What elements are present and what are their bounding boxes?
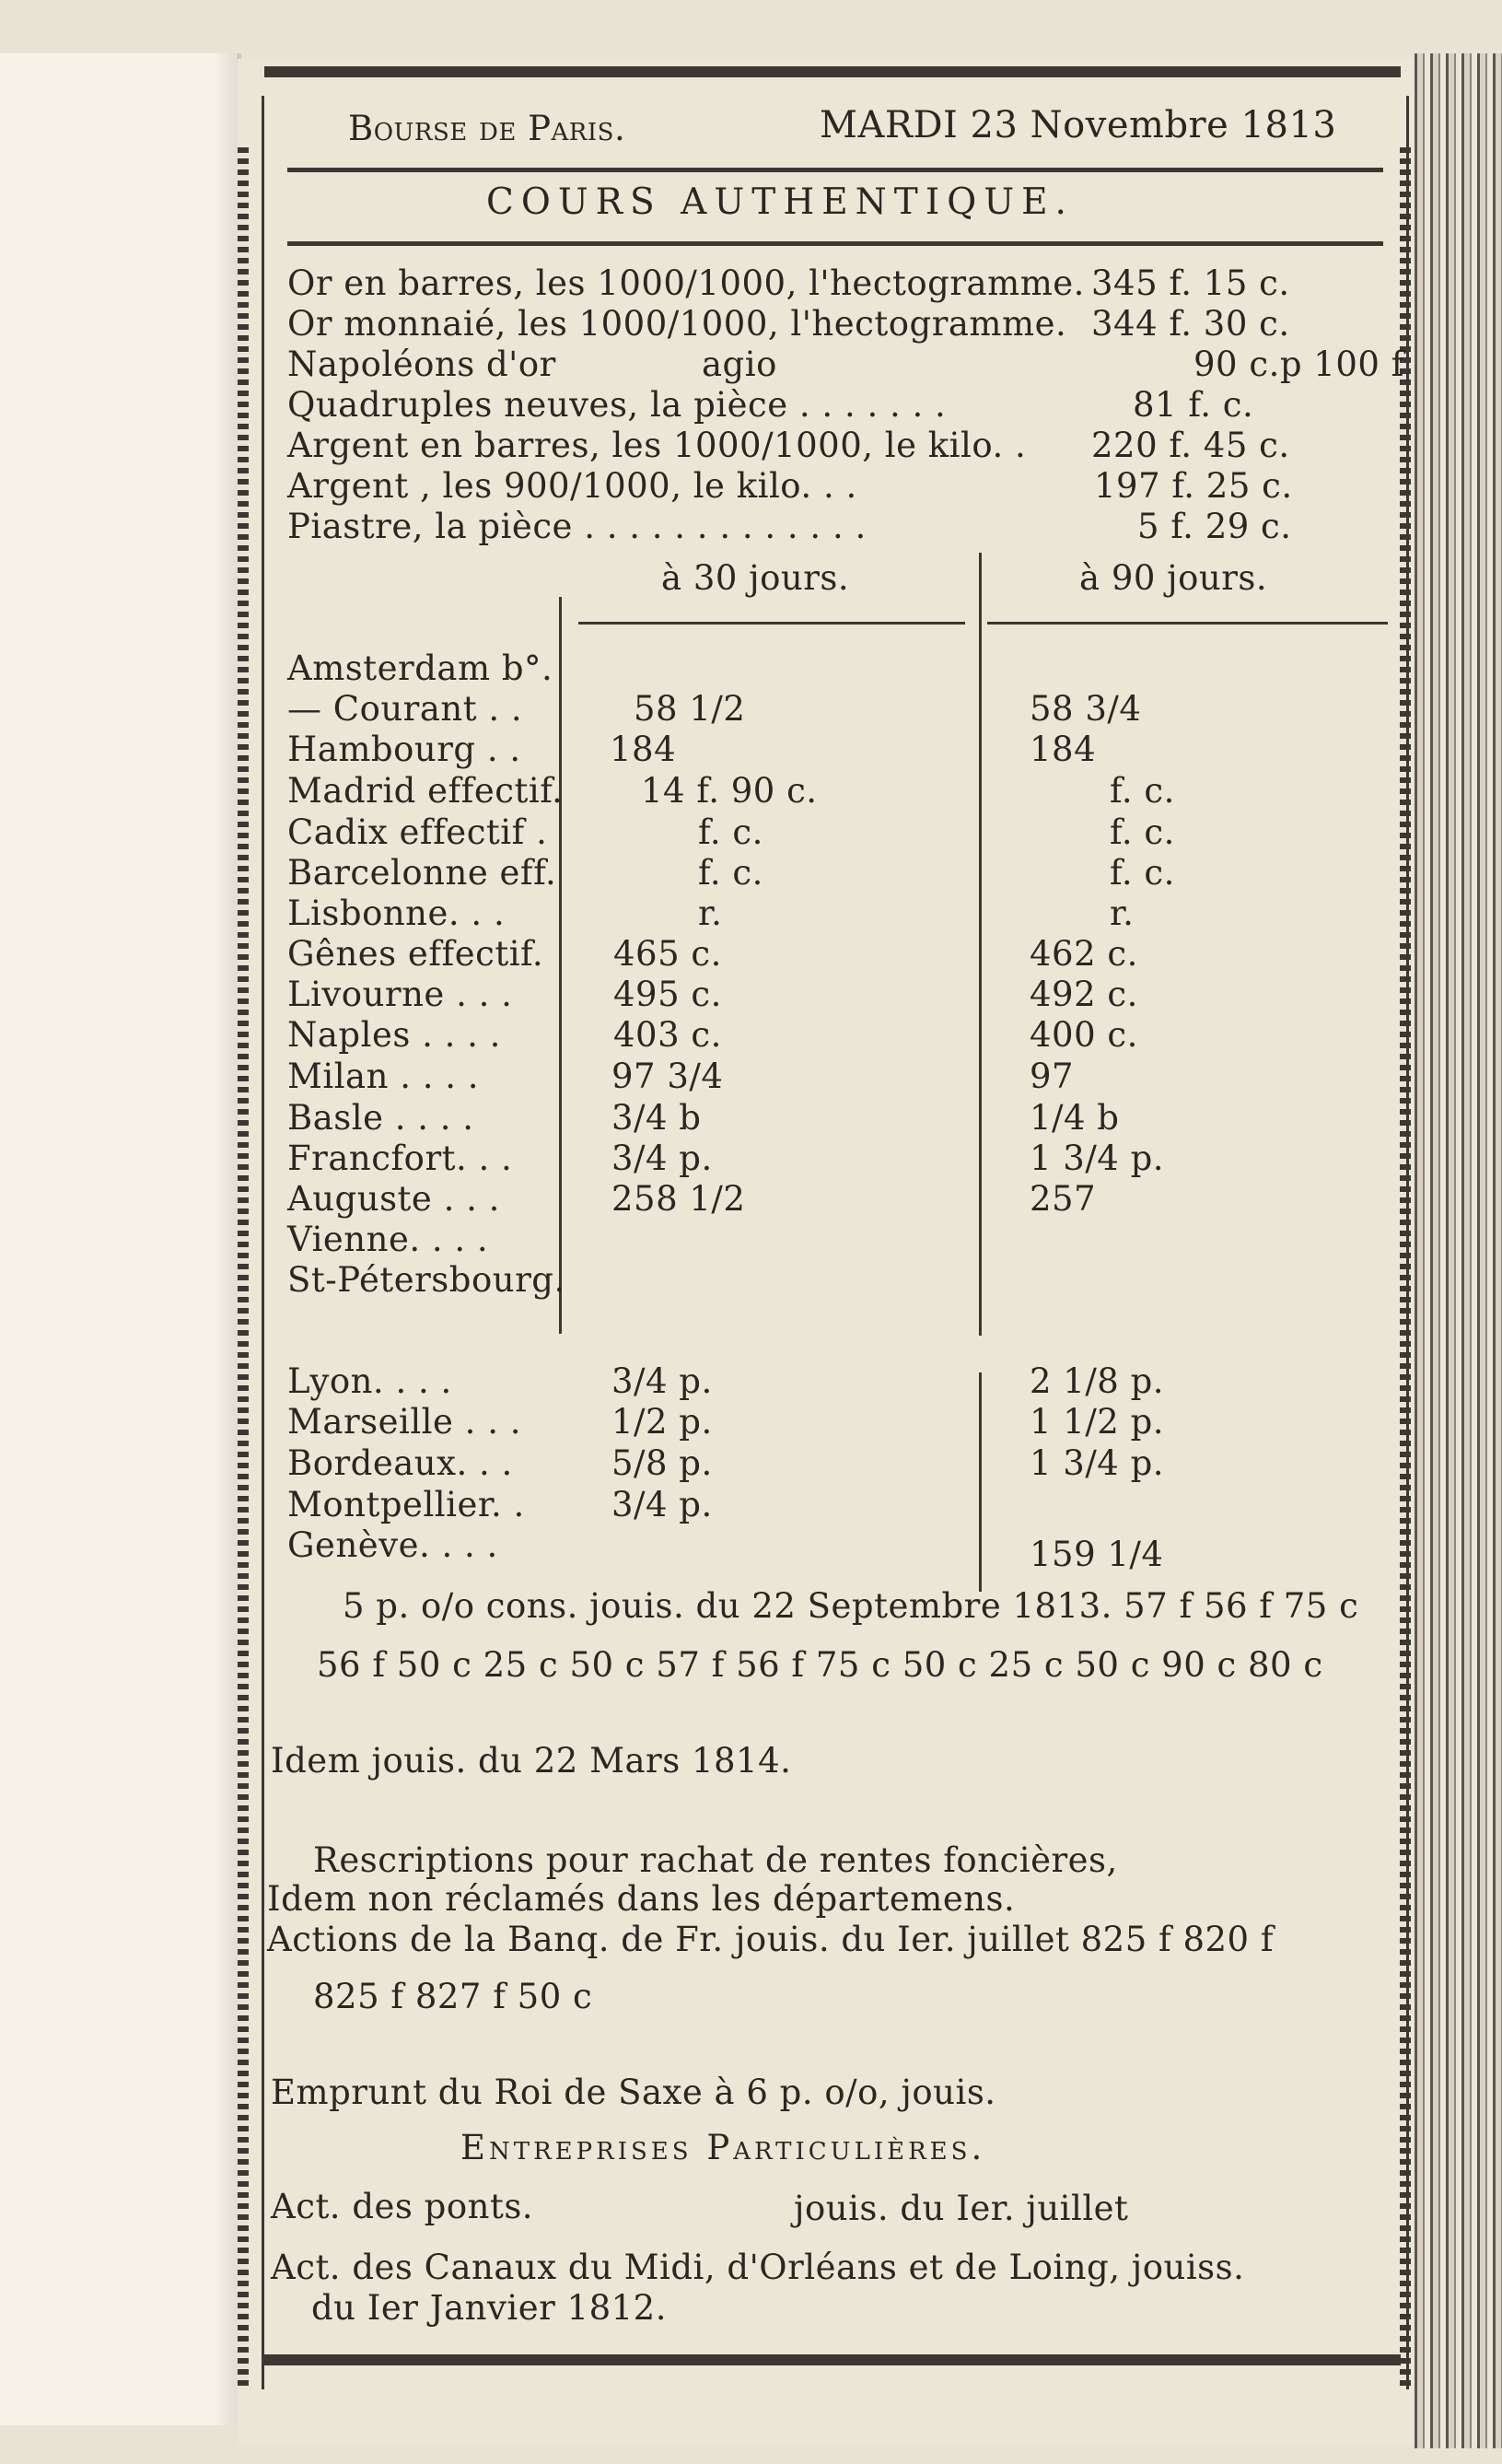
emprunt-line: Emprunt du Roi de Saxe à 6 p. o/o, jouis. — [271, 2073, 996, 2112]
metal-label: Napoléons d'or — [287, 344, 556, 384]
exchange-30: 58 1/2 — [634, 689, 746, 729]
table-divider-left — [559, 597, 562, 1334]
header-date: MARDI 23 Novembre 1813 — [820, 104, 1337, 146]
exchange-90: f. c. — [1110, 771, 1175, 811]
metal-value: 5 f. 29 c. — [1137, 507, 1292, 546]
exchange-city: Basle . . . . — [287, 1098, 474, 1138]
exchange-city: Naples . . . . — [287, 1015, 501, 1055]
exchange-90: 97 — [1030, 1057, 1075, 1096]
domestic-city: Bordeaux. . . — [287, 1443, 513, 1483]
banque-line: Actions de la Banq. de Fr. jouis. du Ier. juillet 825 f 820 f — [267, 1920, 1275, 1959]
metal-value: 220 f. 45 c. — [1091, 426, 1290, 465]
table-divider-mid-lower — [979, 1372, 982, 1592]
exchange-90: f. c. — [1110, 812, 1175, 852]
exchange-city: Livourne . . . — [287, 975, 513, 1014]
title-rule — [287, 241, 1383, 246]
exchange-90: 462 c. — [1030, 934, 1138, 974]
domestic-90: 1 1/2 p. — [1030, 1402, 1165, 1442]
rescriptions-idem: Idem non réclamés dans les départemens. — [267, 1879, 1016, 1919]
exchange-city: Auguste . . . — [287, 1179, 500, 1219]
metal-label: Argent , les 900/1000, le kilo. . . — [287, 466, 857, 506]
page-title: COURS AUTHENTIQUE. — [486, 181, 1074, 223]
exchange-city: St-Pétersbourg. — [287, 1260, 565, 1300]
col-90-header: à 90 jours. — [1079, 558, 1268, 598]
banque-line-2: 825 f 827 f 50 c — [313, 1977, 593, 2016]
domestic-90: 159 1/4 — [1030, 1535, 1164, 1574]
col-30-header: à 30 jours. — [661, 558, 850, 598]
exchange-city: Milan . . . . — [287, 1057, 480, 1096]
domestic-30: 1/2 p. — [611, 1402, 713, 1442]
exchange-city: Gênes effectif. — [287, 934, 544, 974]
exchange-30: 403 c. — [613, 1015, 722, 1055]
exchange-90: r. — [1110, 893, 1135, 933]
metal-value: 81 f. c. — [1133, 385, 1254, 425]
exchange-city: Hambourg . . — [287, 730, 521, 769]
rescriptions-line: Rescriptions pour rachat de rentes foncières, — [313, 1840, 1118, 1880]
exchange-city: Vienne. . . . — [287, 1220, 489, 1259]
exchange-30: 3/4 b — [611, 1098, 702, 1138]
domestic-30: 3/4 p. — [611, 1361, 713, 1401]
metal-value: 197 f. 25 c. — [1094, 466, 1293, 506]
header-left: Bourse de Paris. — [348, 109, 626, 148]
exchange-30: f. c. — [698, 812, 763, 852]
exchange-30: 495 c. — [613, 975, 722, 1014]
domestic-city: Lyon. . . . — [287, 1361, 452, 1401]
exchange-30: 184 — [610, 730, 677, 769]
ponts-jouis: jouis. du Ier. juillet — [794, 2189, 1129, 2228]
metal-value: 344 f. 30 c. — [1091, 304, 1290, 344]
exchange-90: 1 3/4 p. — [1030, 1139, 1165, 1178]
exchange-90: f. c. — [1110, 853, 1175, 893]
bottom-rule — [264, 2354, 1401, 2365]
metal-label: Or monnaié, les 1000/1000, l'hectogramme. — [287, 304, 1067, 344]
exchange-30: 14 f. 90 c. — [641, 771, 818, 811]
exchange-city: Amsterdam b°. — [287, 648, 553, 688]
left-page — [0, 53, 239, 2425]
exchange-90: 400 c. — [1030, 1015, 1138, 1055]
rentes-idem: Idem jouis. du 22 Mars 1814. — [271, 1741, 792, 1781]
exchange-90: 1/4 b — [1030, 1098, 1120, 1138]
col-90-rule — [987, 622, 1388, 625]
metal-label: Argent en barres, les 1000/1000, le kilo. . — [287, 426, 1027, 465]
exchange-city: Barcelonne eff. — [287, 853, 557, 893]
rentes-line-2: 56 f 50 c 25 c 50 c 57 f 56 f 75 c 50 c 25 c 50 c 90 c 80 c — [317, 1645, 1323, 1685]
exchange-90: 492 c. — [1030, 975, 1138, 1014]
top-rule — [264, 66, 1401, 77]
metal-mid: agio — [702, 344, 777, 384]
exchange-30: 97 3/4 — [611, 1057, 724, 1096]
domestic-city: Genève. . . . — [287, 1525, 498, 1565]
metal-label: Quadruples neuves, la pièce . . . . . . . — [287, 385, 947, 425]
exchange-city: Lisbonne. . . — [287, 893, 506, 933]
metal-value: 345 f. 15 c. — [1091, 263, 1290, 303]
domestic-city: Marseille . . . — [287, 1402, 521, 1442]
exchange-30: r. — [698, 893, 723, 933]
exchange-city: Madrid effectif. — [287, 771, 564, 811]
page-edges — [1415, 53, 1502, 2448]
exchange-30: f. c. — [698, 853, 763, 893]
domestic-30: 5/8 p. — [611, 1443, 713, 1483]
col-30-rule — [578, 622, 965, 625]
domestic-90: 1 3/4 p. — [1030, 1443, 1165, 1483]
metal-label: Or en barres, les 1000/1000, l'hectogramme. — [287, 263, 1085, 303]
exchange-30: 258 1/2 — [611, 1179, 746, 1219]
rentes-line-1: 5 p. o/o cons. jouis. du 22 Septembre 1813. 57 f 56 f 75 c — [343, 1586, 1359, 1626]
exchange-30: 465 c. — [613, 934, 722, 974]
exchange-city: — Courant . . — [287, 689, 523, 729]
domestic-city: Montpellier. . — [287, 1485, 525, 1524]
entreprises-title: Entreprises Particulières. — [460, 2128, 986, 2167]
exchange-90: 257 — [1030, 1179, 1097, 1219]
exchange-city: Cadix effectif . — [287, 812, 548, 852]
canaux-line: Act. des Canaux du Midi, d'Orléans et de Loing, jouiss. — [271, 2248, 1245, 2287]
table-divider-mid — [979, 553, 982, 1336]
domestic-90: 2 1/8 p. — [1030, 1361, 1165, 1401]
exchange-90: 184 — [1030, 730, 1097, 769]
metal-value: 90 c.p 100 f — [1193, 344, 1404, 384]
exchange-city: Francfort. . . — [287, 1139, 513, 1178]
left-perforation — [238, 147, 249, 2386]
domestic-30: 3/4 p. — [611, 1485, 713, 1524]
canaux-line-2: du Ier Janvier 1812. — [311, 2288, 667, 2328]
metal-label: Piastre, la pièce . . . . . . . . . . . . . — [287, 507, 867, 546]
ponts-label: Act. des ponts. — [271, 2187, 534, 2226]
exchange-90: 58 3/4 — [1030, 689, 1142, 729]
exchange-30: 3/4 p. — [611, 1139, 713, 1178]
header-rule — [287, 168, 1383, 172]
